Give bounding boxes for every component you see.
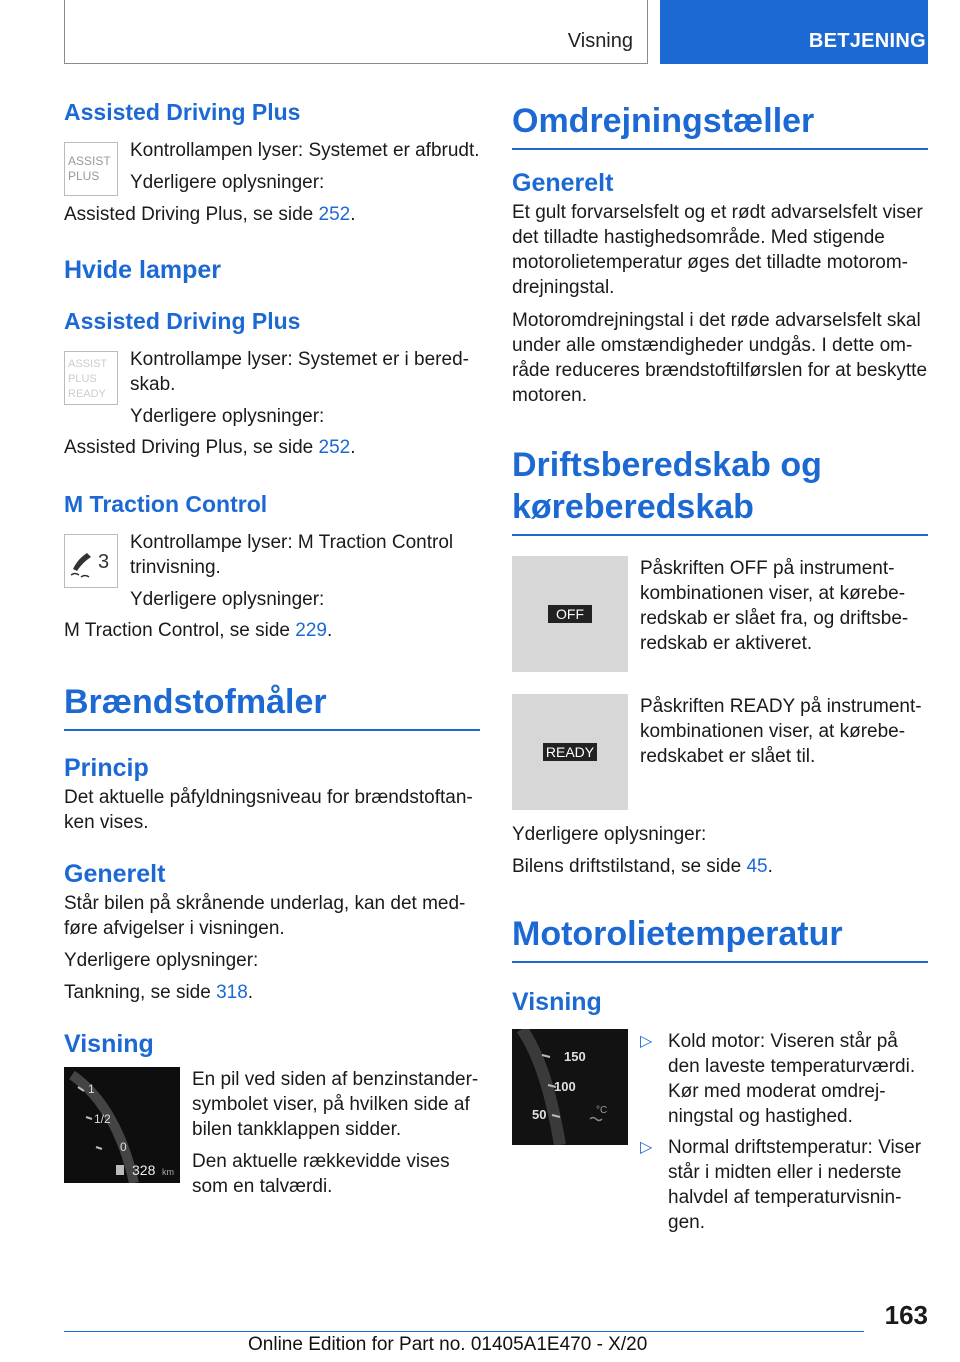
fuel-gauge-image <box>64 1067 180 1183</box>
page-number: 163 <box>884 1300 928 1330</box>
oil-temp-gauge-image <box>512 1029 628 1145</box>
oil-bullet-list <box>640 1029 928 1241</box>
icon-text-plus: PLUS <box>68 373 97 385</box>
fuel-general-title: Generelt <box>64 860 166 888</box>
fuel-display-text1: En pil ved siden af benzinstander-symbolet viser, på hvilken side af bilen tankklappen sidder. <box>192 1069 479 1140</box>
fuel-range-unit: km <box>162 1167 174 1177</box>
list-item: ▷ Normal driftstemperatur: Viser står i midten eller i nederste halvdel af temperaturvisningen. <box>640 1137 922 1233</box>
assist-plus-icon <box>64 142 118 196</box>
header-chapter-tab[interactable] <box>660 0 928 64</box>
fuel-principle-text: Det aktuelle påfyldningsniveau for brændstoftanken vises. <box>64 787 473 833</box>
fuel-label-half: 1/2 <box>94 1112 111 1126</box>
traction-control-icon <box>64 534 118 588</box>
page-link-252[interactable]: 252 <box>318 437 351 458</box>
ready-display-image <box>512 694 628 810</box>
fuel-reference: Tankning, se side 318. <box>64 982 254 1003</box>
oil-label-150: 150 <box>564 1049 586 1064</box>
oil-temp-title: Motorolietemperatur <box>512 913 928 963</box>
mtc-row <box>64 530 480 612</box>
footer-divider <box>64 1331 864 1332</box>
page-link-45[interactable]: 45 <box>746 856 768 877</box>
triangle-bullet-icon: ▷ <box>640 1139 653 1156</box>
ready-badge: READY <box>543 743 597 761</box>
mtc-title: M Traction Control <box>64 491 268 517</box>
mtc-more: Yderligere oplysninger: <box>130 589 325 610</box>
page-link-318[interactable]: 318 <box>216 982 248 1003</box>
rpm-text1: Et gult forvarselsfelt og et rødt advarselsfelt viser det tilladte hastighedsområde. Med stigende motorolietemperatur øges det tilladte motoromdrejningstal. <box>512 202 923 298</box>
page-link-229[interactable]: 229 <box>295 620 327 641</box>
mtc-reference: M Traction Control, se side 229. <box>64 620 333 641</box>
adp-red-title: Assisted Driving Plus <box>64 99 301 125</box>
fuel-more: Yderligere oplysninger: <box>64 950 259 971</box>
rpm-title: Omdrejningstæller <box>512 100 928 150</box>
header-section-box <box>64 0 648 64</box>
off-text: Påskriften OFF på instrumentkombinationen viser, at køreberedskab er slået fra, og driftsberedskab er aktiveret. <box>640 558 909 654</box>
list-item: ▷ Kold motor: Viseren står på den laveste temperaturværdi. Kør med moderat omdrejningstal og hastighed. <box>640 1031 916 1127</box>
fuel-gauge-title: Brændstofmåler <box>64 681 480 731</box>
adp-white-title: Assisted Driving Plus <box>64 308 301 334</box>
adp-red-text: Kontrollampen lyser: Systemet er afbrudt. <box>130 140 480 161</box>
off-badge: OFF <box>548 605 592 623</box>
fuel-label-empty: 0 <box>120 1140 127 1154</box>
adp-red-more: Yderligere oplysninger: <box>130 172 325 193</box>
off-display-image <box>512 556 628 672</box>
adp-white-more: Yderligere oplysninger: <box>130 406 325 427</box>
icon-text-assist: ASSIST <box>68 358 108 370</box>
fuel-range-value: 328 <box>132 1162 156 1178</box>
fuel-display-text2: Den aktuelle rækkevidde vises som en talværdi. <box>192 1151 450 1197</box>
icon-text-assist: ASSIST <box>68 154 111 168</box>
right-column <box>512 100 928 1241</box>
traction-level: 3 <box>98 551 110 573</box>
off-row <box>512 556 928 672</box>
ready-row <box>512 694 928 810</box>
rpm-general-title: Generelt <box>512 169 614 197</box>
left-column <box>64 98 480 1199</box>
header-chapter-label: BETJENING <box>808 30 926 52</box>
oil-label-100: 100 <box>554 1079 576 1094</box>
adp-white-text: Kontrollampe lyser: Systemet er i beredskab. <box>130 349 469 395</box>
fuel-label-full: 1 <box>88 1082 95 1096</box>
ready-reference: Bilens driftstilstand, se side 45. <box>512 856 773 877</box>
oil-display-title: Visning <box>512 988 602 1016</box>
mtc-text: Kontrollampe lyser: M Traction Control trinvisning. <box>130 532 454 578</box>
fuel-display-title: Visning <box>64 1030 154 1058</box>
assist-plus-ready-icon <box>64 351 118 405</box>
ready-text: Påskriften READY på instrumentkombinationen viser, at køreberedskabet er slået til. <box>640 696 922 767</box>
ready-title: Driftsberedskab og køreberedskab <box>512 444 928 536</box>
fuel-display-row <box>64 1067 480 1199</box>
rpm-text2: Motoromdrejningstal i det røde advarselsfelt skal under alle omstændigheder undgås. I dette område reduceres brændstoftilførslen for at beskytte motoren. <box>512 310 928 406</box>
oil-display-row <box>512 1029 928 1241</box>
fuel-principle-title: Princip <box>64 754 149 782</box>
triangle-bullet-icon: ▷ <box>640 1033 653 1050</box>
adp-red-row <box>64 138 480 196</box>
icon-text-ready: READY <box>68 388 106 400</box>
adp-white-row <box>64 347 480 429</box>
adp-red-reference: Assisted Driving Plus, se side 252. <box>64 204 356 225</box>
oil-unit: °C <box>596 1105 608 1116</box>
adp-white-reference: Assisted Driving Plus, se side 252. <box>64 437 356 458</box>
header-section-label: Visning <box>567 30 633 52</box>
footer-edition: Online Edition for Part no. 01405A1E470 - X/20 <box>248 1334 648 1355</box>
icon-text-plus: PLUS <box>68 169 100 183</box>
fuel-general-text: Står bilen på skrånende underlag, kan det medføre afvigelser i visningen. <box>64 893 466 939</box>
oil-label-50: 50 <box>532 1107 547 1122</box>
ready-more: Yderligere oplysninger: <box>512 824 707 845</box>
page-link-252[interactable]: 252 <box>318 204 351 225</box>
white-lamps-title: Hvide lamper <box>64 256 222 284</box>
page-header <box>64 0 928 64</box>
